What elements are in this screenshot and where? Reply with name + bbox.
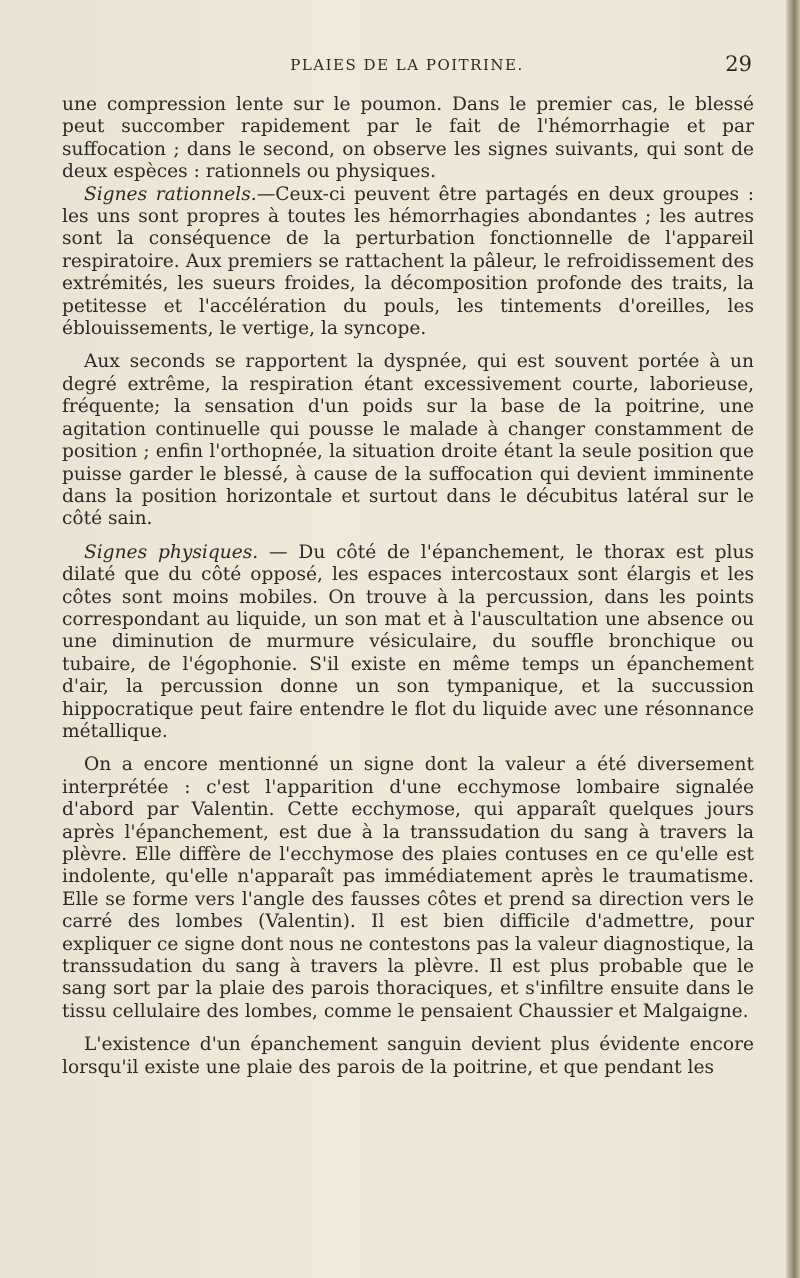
- page-number: 29: [725, 52, 752, 76]
- paragraph-2: [62, 184, 754, 341]
- paragraph-5: On a encore mentionné un signe dont la valeur a été diversement interprétée : c'est l'apparition d'une ecchymose lombaire signalée d'abord par Valentin. Cette ecchymose, qui apparaît quelques jours après l'épanchement, est due à la transsudation du sang à travers la plèvre. Elle diffère de l'ecchymose des plaies contuses en ce qu'elle est indolente, qu'elle n'apparaît pas immédiatement après le traumatisme. Elle se forme vers l'angle des fausses côtes et prend sa direction vers le carré des lombes (Valentin). Il est bien difficile d'admettre, pour expliquer ce signe dont nous ne contestons pas la valeur diagnostique, la transsudation du sang à travers la plèvre. Il est plus probable que le sang sort par la plaie des parois thoraciques, et s'infiltre ensuite dans le tissu cellulaire des lombes, comme le pensaient Chaussier et Malgaigne.: [62, 754, 754, 1022]
- running-title: PLAIES DE LA POITRINE.: [290, 56, 524, 74]
- paragraph-1: une compression lente sur le poumon. Dans le premier cas, le blessé peut succomber rapidement par le fait de l'hémorrhagie et par suffocation ; dans le second, on observe les signes suivants, qui sont de deux espèces : rationnels ou physiques.: [62, 94, 754, 183]
- paragraph-4: [62, 542, 754, 744]
- page-edge-shadow: [786, 0, 800, 1278]
- paragraph-2-heading: Signes rationnels.: [84, 183, 257, 205]
- paragraph-3: Aux seconds se rapportent la dyspnée, qui est souvent portée à un degré extrême, la respiration étant excessivement courte, laborieuse, fréquente; la sensation d'un poids sur la base de la poitrine, une agitation continuelle qui pousse le malade à changer constamment de position ; enfin l'orthopnée, la situation droite étant la seule position que puisse garder le blessé, à cause de la suffocation qui devient imminente dans la position horizontale et surtout dans le décubitus latéral sur le côté sain.: [62, 351, 754, 530]
- body-text: [62, 94, 754, 1079]
- paragraph-4-text: — Du côté de l'épanchement, le thorax est plus dilaté que du côté opposé, les espaces intercostaux sont élargis et les côtes sont moins mobiles. On trouve à la percussion, dans les points correspondant au liquide, un son mat et à l'auscultation une absence ou une diminution de murmure vésiculaire, du souffle bronchique ou tubaire, de l'égophonie. S'il existe en même temps un épanchement d'air, la percussion donne un son tympanique, et la succussion hippocratique peut faire entendre le flot du liquide avec une résonnance métallique.: [62, 541, 754, 742]
- paragraph-4-heading: Signes physiques.: [84, 541, 259, 563]
- page-header: [62, 50, 752, 80]
- paragraph-2-text: —Ceux-ci peuvent être partagés en deux groupes : les uns sont propres à toutes les hémorrhagies abondantes ; les autres sont la conséquence de la perturbation fonctionnelle de l'appareil respiratoire. Aux premiers se rattachent la pâleur, le refroidissement des extrémités, les sueurs froides, la décomposition profonde des traits, la petitesse et l'accélération du pouls, les tintements d'oreilles, les éblouissements, le vertige, la syncope.: [62, 183, 754, 340]
- paragraph-6: L'existence d'un épanchement sanguin devient plus évidente encore lorsqu'il existe une plaie des parois de la poitrine, et que pendant les: [62, 1034, 754, 1078]
